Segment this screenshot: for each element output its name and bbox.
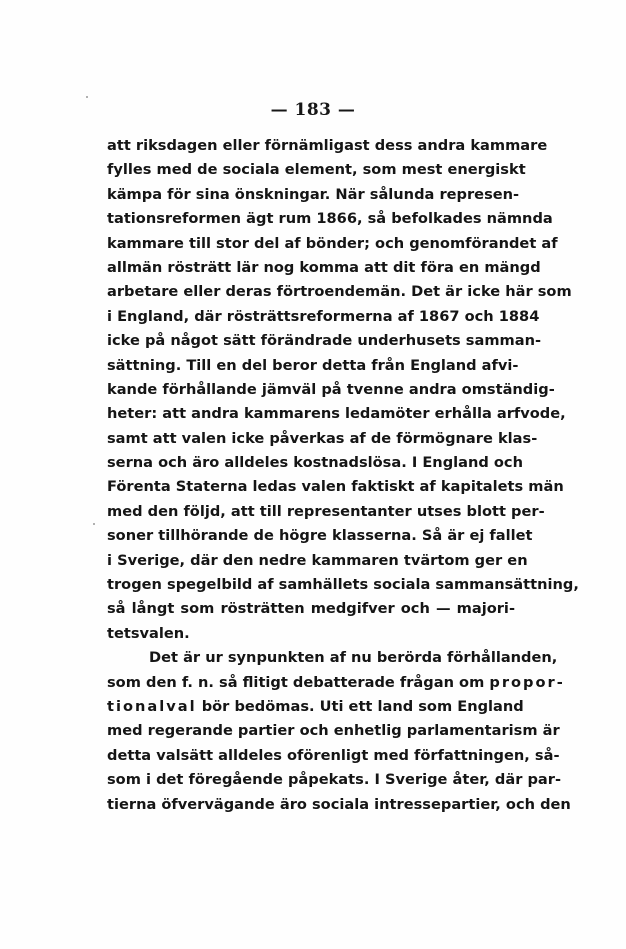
text-line: kande förhållande jämväl på tvenne andra omständig-: [107, 380, 555, 398]
text-line: detta valsätt alldeles oförenligt med författningen, så-: [107, 746, 560, 764]
text-line: med regerande partier och enhetlig parlamentarism är: [107, 722, 560, 740]
text-line: serna och äro alldeles kostnadslösa. I England och: [107, 454, 523, 472]
text-line: allmän rösträtt lär nog komma att dit föra en mängd: [107, 258, 541, 276]
spaced-text: tionalval: [107, 697, 197, 715]
text-line: så långt som rösträtten medgifver och — majori-: [107, 600, 515, 618]
text-line: kammare till stor del af bönder; och genomförandet af: [107, 234, 558, 252]
text-line: sättning. Till en del beror detta från England afvi-: [107, 356, 519, 374]
paper-speck: [93, 523, 95, 525]
text-line: tierna öfvervägande äro sociala intressepartier, och den: [107, 795, 571, 813]
text-line: med den följd, att till representanter utses blott per-: [107, 502, 545, 520]
paper-speck: [86, 96, 88, 98]
text-line: i England, där rösträttsreformerna af 1867 och 1884: [107, 307, 540, 325]
text-line: icke på något sätt förändrade underhusets samman-: [107, 332, 542, 350]
text-line: som i det föregående påpekats. I Sverige åter, där par-: [107, 771, 562, 789]
text-line: Förenta Staterna ledas valen faktiskt af kapitalets män: [107, 478, 564, 496]
text-line: tationsreformen ägt rum 1866, så befolkades nämnda: [107, 210, 553, 228]
text-line: kämpa för sina önskningar. När sålunda represen-: [107, 185, 520, 203]
text-line: i Sverige, där den nedre kammaren tvärtom ger en: [107, 551, 528, 569]
text-line: arbetare eller deras förtroendemän. Det är icke här som: [107, 283, 572, 301]
text-line: heter: att andra kammarens ledamöter erhålla arfvode,: [107, 405, 566, 423]
page-number: — 183 —: [270, 100, 356, 120]
spaced-text: propor-: [489, 673, 565, 691]
text-fragment: som den f. n. så flitigt debatterade frågan om: [107, 673, 485, 691]
text-line: Det är ur synpunkten af nu berörda förhållanden,: [149, 649, 558, 667]
text-line: trogen spegelbild af samhällets sociala sammansättning,: [107, 576, 579, 594]
body-text: [107, 134, 579, 817]
text-line: [107, 695, 524, 719]
text-line: [107, 671, 565, 695]
text-line: samt att valen icke påverkas af de förmögnare klas-: [107, 429, 538, 447]
text-fragment: bör bedömas. Uti ett land som England: [201, 697, 524, 715]
text-line: soner tillhörande de högre klasserna. Så är ej fallet: [107, 527, 533, 545]
text-line: tetsvalen.: [107, 624, 190, 642]
text-line: fylles med de sociala element, som mest energiskt: [107, 161, 526, 179]
text-line: att riksdagen eller förnämligast dess andra kammare: [107, 137, 548, 154]
